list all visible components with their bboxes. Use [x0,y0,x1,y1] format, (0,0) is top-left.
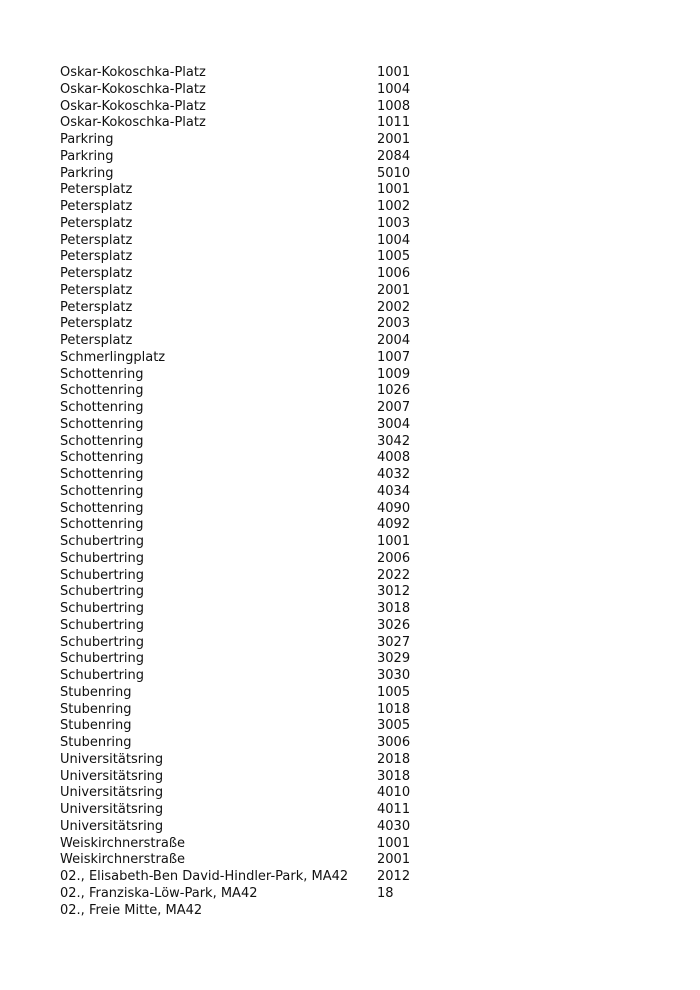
location-code: 1008 [377,98,411,114]
address-list [60,65,620,919]
location-name: Schottenring [60,366,144,382]
location-name: 02., Elisabeth-Ben David-Hindler-Park, MA42 [60,869,349,884]
location-code: 18 [377,885,394,901]
location-code: 2022 [377,567,411,583]
location-code: 2001 [377,282,411,298]
location-name: Petersplatz [60,266,133,281]
location-code: 2004 [377,333,411,348]
location-name: Stubenring [60,735,132,750]
list-row [60,182,620,199]
location-name: Schottenring [60,433,144,449]
location-code: 3030 [377,668,411,683]
location-name: Weiskirchnerstraße [60,835,186,851]
location-name: Schubertring [60,534,145,549]
location-code: 2002 [377,299,411,315]
location-name: Schottenring [60,500,144,516]
list-row [60,434,620,451]
location-code: 2012 [377,869,411,884]
location-code: 4008 [377,450,411,466]
location-name: Schubertring [60,550,145,566]
location-code: 4034 [377,483,411,499]
location-code: 3029 [377,651,411,667]
list-row [60,501,620,518]
list-row [60,618,620,635]
location-code: 2003 [377,316,411,332]
list-row [60,852,620,869]
location-code: 4092 [377,517,411,533]
location-code: 1009 [377,366,411,382]
location-code: 1007 [377,349,411,365]
location-code: 1006 [377,266,411,281]
location-name: Universitätsring [60,768,164,784]
location-name: Universitätsring [60,802,164,817]
location-name: Schubertring [60,584,145,600]
list-row [60,785,620,802]
list-row [60,266,620,283]
location-name: 02., Franziska-Löw-Park, MA42 [60,885,258,901]
location-name: Oskar-Kokoschka-Platz [60,98,206,114]
list-row [60,668,620,685]
list-row [60,735,620,752]
location-code: 1001 [377,534,411,549]
location-code: 1005 [377,684,411,700]
location-code: 1001 [377,65,411,80]
location-name: Petersplatz [60,299,133,315]
location-name: Schottenring [60,517,144,533]
location-code: 2001 [377,132,411,147]
list-row [60,802,620,819]
list-row [60,568,620,585]
location-code: 3012 [377,584,411,600]
location-code: 2001 [377,852,411,868]
location-name: Schottenring [60,383,144,399]
location-code: 2007 [377,400,411,415]
list-row [60,551,620,568]
location-name: Stubenring [60,684,132,700]
list-row [60,99,620,116]
list-row [60,316,620,333]
list-row [60,484,620,501]
list-row [60,132,620,149]
list-row [60,65,620,82]
list-row [60,333,620,350]
list-row [60,635,620,652]
location-name: Parkring [60,148,114,164]
location-name: Oskar-Kokoschka-Platz [60,115,206,131]
location-name: Petersplatz [60,232,133,248]
list-row [60,836,620,853]
location-name: Petersplatz [60,199,133,214]
location-name: Schottenring [60,467,144,482]
location-code: 5010 [377,165,411,181]
list-row [60,283,620,300]
location-code: 3042 [377,433,411,449]
location-name: Schubertring [60,567,145,583]
location-code: 1002 [377,199,411,214]
list-row [60,718,620,735]
list-row [60,367,620,384]
location-code: 4011 [377,802,411,817]
location-name: Petersplatz [60,182,133,198]
location-code: 2084 [377,148,411,164]
list-row [60,350,620,367]
list-row [60,249,620,266]
location-code: 2018 [377,751,411,767]
location-code: 1003 [377,215,411,231]
location-code: 1018 [377,701,411,717]
location-name: Schubertring [60,651,145,667]
location-name: Petersplatz [60,333,133,348]
list-row [60,685,620,702]
location-name: Schottenring [60,416,144,432]
location-code [377,903,477,920]
list-row [60,166,620,183]
list-row [60,450,620,467]
location-code: 4010 [377,785,411,801]
list-row [60,869,620,886]
location-code: 2006 [377,550,411,566]
location-name: Weiskirchnerstraße [60,852,186,868]
location-code: 1005 [377,249,411,265]
location-name: Schubertring [60,634,145,650]
location-code: 1004 [377,81,411,97]
location-code: 3027 [377,634,411,650]
location-name: Oskar-Kokoschka-Platz [60,81,206,97]
location-name: Schubertring [60,617,145,633]
location-name: Petersplatz [60,282,133,298]
list-row [60,216,620,233]
location-name: Parkring [60,165,114,181]
location-code: 4030 [377,818,411,834]
list-row [60,651,620,668]
location-name: Petersplatz [60,249,133,265]
location-code: 4090 [377,500,411,516]
list-row [60,819,620,836]
location-name: Schubertring [60,668,145,683]
location-name: Universitätsring [60,751,164,767]
list-row [60,886,620,903]
list-row [60,383,620,400]
location-name: Schubertring [60,601,145,616]
location-name: Stubenring [60,718,132,734]
list-row [60,601,620,618]
list-row [60,467,620,484]
list-row [60,702,620,719]
list-row [60,517,620,534]
location-code: 1026 [377,383,411,399]
location-code: 3005 [377,718,411,734]
location-code: 1011 [377,115,411,131]
location-name: Universitätsring [60,818,164,834]
location-code: 1001 [377,182,411,198]
list-row [60,752,620,769]
list-row [60,400,620,417]
location-name: Schottenring [60,400,144,415]
location-name: Stubenring [60,701,132,717]
location-name: Oskar-Kokoschka-Platz [60,65,206,80]
location-code: 1004 [377,232,411,248]
list-row [60,584,620,601]
list-row [60,115,620,132]
location-name: Petersplatz [60,316,133,332]
list-row [60,233,620,250]
list-row [60,769,620,786]
list-row [60,149,620,166]
location-code: 4032 [377,467,411,482]
list-row [60,82,620,99]
location-code: 3006 [377,735,411,750]
location-name: Parkring [60,132,114,147]
location-code: 3026 [377,617,411,633]
location-name: Schottenring [60,483,144,499]
location-name: Petersplatz [60,215,133,231]
list-row [60,300,620,317]
location-name: Schmerlingplatz [60,349,166,365]
location-code: 3018 [377,601,411,616]
list-row [60,903,620,920]
location-code: 3004 [377,416,411,432]
location-code: 3018 [377,768,411,784]
location-name: 02., Freie Mitte, MA42 [60,902,203,918]
list-row [60,199,620,216]
location-name: Universitätsring [60,785,164,801]
list-row [60,417,620,434]
location-code: 1001 [377,835,411,851]
location-name: Schottenring [60,450,144,466]
list-row [60,534,620,551]
